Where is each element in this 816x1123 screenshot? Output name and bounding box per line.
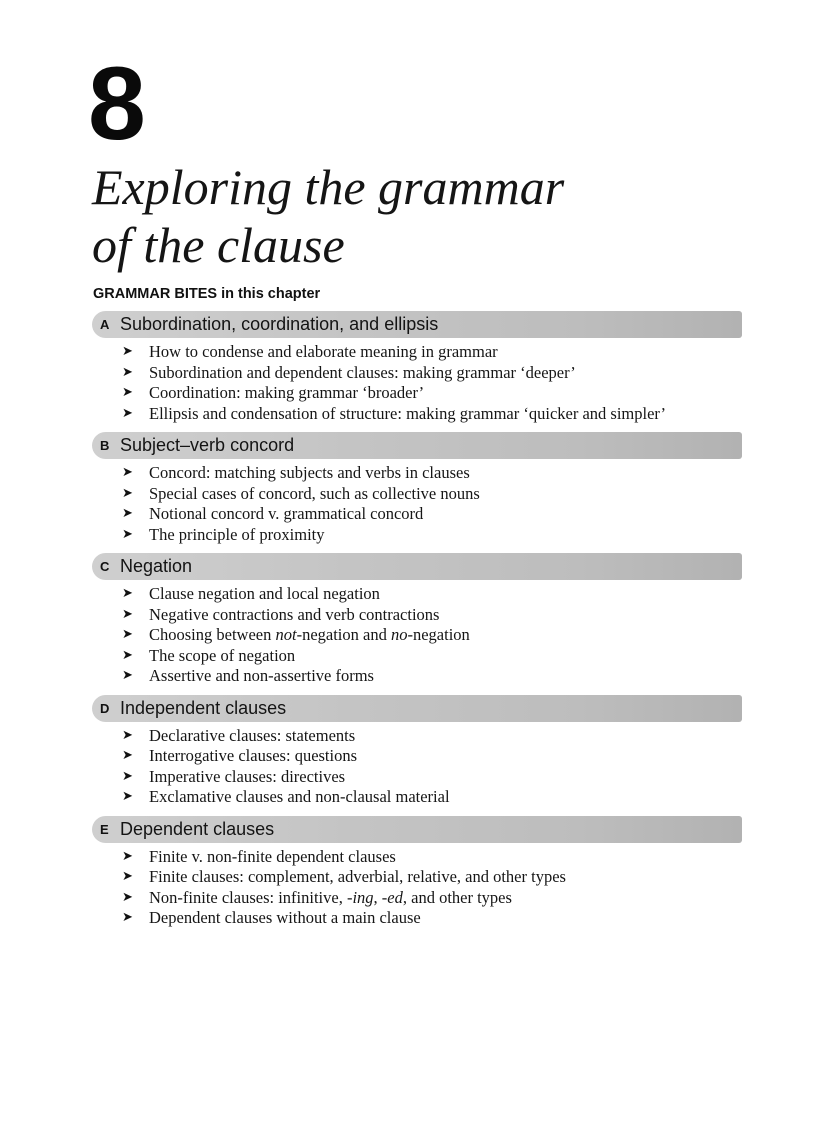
chapter-title xyxy=(92,158,564,274)
grammar-bite-section-c xyxy=(92,553,742,687)
italic-term: not xyxy=(275,625,297,644)
list-item xyxy=(122,767,742,788)
section-title: Subordination, coordination, and ellipsis xyxy=(120,314,439,334)
arrowhead-bullet-icon: ➤ xyxy=(122,647,133,663)
list-item-text: Choosing between not-negation and no-negation xyxy=(149,625,470,644)
list-item xyxy=(122,404,742,425)
arrowhead-bullet-icon: ➤ xyxy=(122,889,133,905)
arrowhead-bullet-icon: ➤ xyxy=(122,586,133,601)
list-item xyxy=(122,847,742,868)
section-header-bar xyxy=(92,432,742,459)
list-item xyxy=(122,646,742,667)
list-item xyxy=(122,342,742,363)
list-item-text: Dependent clauses without a main clause xyxy=(149,908,421,927)
arrowhead-bullet-icon: ➤ xyxy=(122,364,133,380)
list-item-text: The scope of negation xyxy=(149,645,296,665)
arrowhead-bullet-icon: ➤ xyxy=(122,869,133,884)
arrowhead-bullet-icon: ➤ xyxy=(122,668,133,683)
list-item-text: Finite clauses: complement, adverbial, relative, and other types xyxy=(149,867,566,886)
list-item xyxy=(122,726,742,747)
list-item xyxy=(122,525,742,546)
list-item xyxy=(122,463,742,484)
arrowhead-bullet-icon: ➤ xyxy=(122,727,133,743)
arrowhead-bullet-icon: ➤ xyxy=(122,344,133,359)
list-item-text: Clause negation and local negation xyxy=(149,584,380,603)
list-item-text: Negative contractions and verb contractions xyxy=(149,604,440,624)
list-item xyxy=(122,787,742,808)
section-item-list xyxy=(92,463,742,545)
list-item-text: How to condense and elaborate meaning in grammar xyxy=(149,342,498,361)
section-header-bar xyxy=(92,816,742,843)
list-item-text: Coordination: making grammar ‘broader’ xyxy=(149,383,425,402)
arrowhead-bullet-icon: ➤ xyxy=(122,506,133,521)
section-title: Subject–verb concord xyxy=(120,435,295,455)
arrowhead-bullet-icon: ➤ xyxy=(122,768,133,784)
list-item xyxy=(122,888,742,909)
section-title: Independent clauses xyxy=(120,697,287,718)
section-header-bar xyxy=(92,553,742,580)
list-item xyxy=(122,363,742,384)
list-item-text: Assertive and non-assertive forms xyxy=(149,666,374,685)
list-item xyxy=(122,625,742,646)
section-letter: D xyxy=(100,700,110,716)
grammar-bites-list xyxy=(92,311,742,937)
arrowhead-bullet-icon: ➤ xyxy=(122,848,133,864)
section-letter: A xyxy=(100,317,110,332)
list-item xyxy=(122,605,742,626)
list-item xyxy=(122,746,742,767)
section-header-bar xyxy=(92,695,742,722)
chapter-title-line-1: Exploring the grammar xyxy=(92,159,565,215)
arrowhead-bullet-icon: ➤ xyxy=(122,748,133,763)
italic-term: -ing xyxy=(346,887,374,907)
italic-term: no xyxy=(390,625,408,644)
section-title: Negation xyxy=(120,556,193,576)
arrowhead-bullet-icon: ➤ xyxy=(122,789,133,804)
grammar-bites-heading: GRAMMAR BITES in this chapter xyxy=(93,286,321,302)
list-item xyxy=(122,484,742,505)
italic-term: -ed xyxy=(381,887,403,907)
section-header-bar xyxy=(92,311,742,338)
list-item-text: Ellipsis and condensation of structure: making grammar ‘quicker and simpler’ xyxy=(149,403,667,423)
section-title: Dependent clauses xyxy=(120,818,275,839)
section-letter: E xyxy=(100,821,109,837)
section-letter: C xyxy=(100,559,110,574)
arrowhead-bullet-icon: ➤ xyxy=(122,405,133,421)
list-item xyxy=(122,504,742,525)
arrowhead-bullet-icon: ➤ xyxy=(122,627,133,642)
section-item-list xyxy=(92,342,742,424)
list-item xyxy=(122,666,742,687)
chapter-number: 8 xyxy=(88,46,144,162)
list-item xyxy=(122,383,742,404)
arrowhead-bullet-icon: ➤ xyxy=(122,465,133,480)
section-letter: B xyxy=(100,438,110,453)
list-item-text: Special cases of concord, such as collective nouns xyxy=(149,483,480,503)
list-item-text: Concord: matching subjects and verbs in clauses xyxy=(149,463,470,482)
grammar-bite-section-b xyxy=(92,432,742,545)
grammar-bite-section-e xyxy=(92,816,742,929)
arrowhead-bullet-icon: ➤ xyxy=(122,910,133,925)
list-item xyxy=(122,908,742,929)
list-item-text: Subordination and dependent clauses: making grammar ‘deeper’ xyxy=(149,362,576,382)
list-item-text: Notional concord v. grammatical concord xyxy=(149,504,424,523)
arrowhead-bullet-icon: ➤ xyxy=(122,485,133,501)
list-item-text: The principle of proximity xyxy=(149,524,325,544)
list-item-text: Imperative clauses: directives xyxy=(149,766,346,786)
list-item xyxy=(122,867,742,888)
section-item-list xyxy=(92,726,742,808)
section-item-list xyxy=(92,847,742,929)
grammar-bite-section-d xyxy=(92,695,742,808)
list-item-text: Finite v. non-finite dependent clauses xyxy=(149,846,396,866)
section-item-list xyxy=(92,584,742,687)
chapter-title-line-2: of the clause xyxy=(92,217,345,273)
grammar-bite-section-a xyxy=(92,311,742,424)
list-item xyxy=(122,584,742,605)
list-item-text: Exclamative clauses and non-clausal material xyxy=(149,787,450,806)
arrowhead-bullet-icon: ➤ xyxy=(122,526,133,542)
arrowhead-bullet-icon: ➤ xyxy=(122,385,133,400)
arrowhead-bullet-icon: ➤ xyxy=(122,606,133,622)
list-item-text: Interrogative clauses: questions xyxy=(149,746,358,765)
list-item-text: Declarative clauses: statements xyxy=(149,725,356,745)
list-item-text: Non-finite clauses: infinitive, -ing, -ed, and other types xyxy=(149,887,512,907)
